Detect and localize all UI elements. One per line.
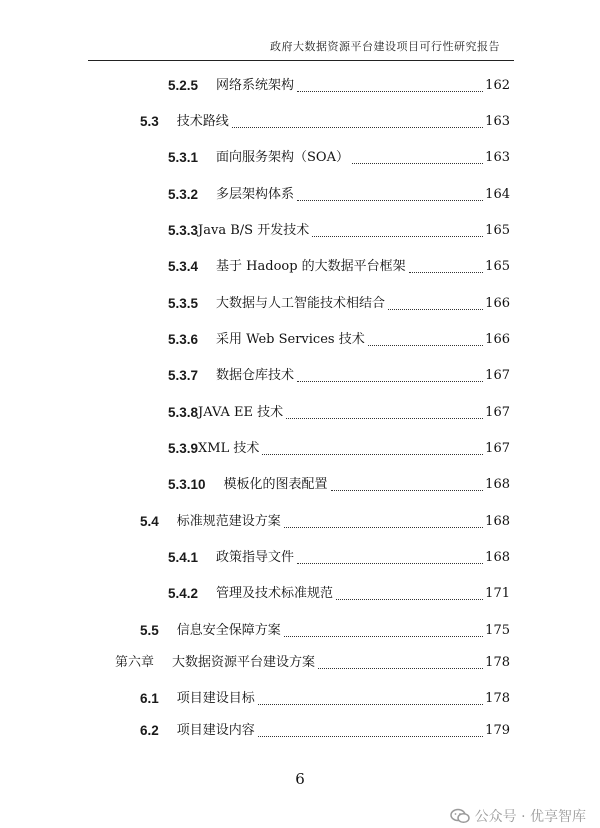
toc-entry-number: 6.2 <box>140 723 159 738</box>
toc-entry-page: 166 <box>485 296 510 311</box>
toc-entry <box>168 403 510 423</box>
toc-entry <box>140 689 510 709</box>
toc-leader-dots <box>262 453 483 455</box>
toc-entry <box>140 721 510 741</box>
toc-entry-title: 面向服务架构（SOA） <box>216 150 349 165</box>
toc-entry <box>168 294 510 314</box>
toc-entry-number: 5.3.4 <box>168 259 199 274</box>
toc-entry-title: 多层架构体系 <box>216 187 295 202</box>
toc-leader-dots <box>232 126 483 128</box>
toc-entry-number: 5.3.2 <box>168 187 199 202</box>
toc-entry-number: 5.3.8 <box>168 405 199 420</box>
toc-entry-page: 167 <box>485 368 510 383</box>
toc-entry-number: 5.2.5 <box>168 78 199 93</box>
toc-entry-page: 163 <box>485 114 510 129</box>
toc-entry <box>168 330 510 350</box>
toc-entry-page: 175 <box>485 623 510 638</box>
toc-entry <box>168 439 510 459</box>
toc-entry <box>140 112 510 132</box>
toc-entry <box>115 653 510 673</box>
toc-entry-page: 164 <box>485 187 510 202</box>
toc-entry-title: Java B/S 开发技术 <box>198 223 310 238</box>
toc-entry-title: 数据仓库技术 <box>216 368 295 383</box>
toc-entry-title: 采用 Web Services 技术 <box>216 332 365 347</box>
toc-leader-dots <box>318 667 483 669</box>
toc-entry-number: 5.3.3 <box>168 223 199 238</box>
page-number: 6 <box>295 770 305 788</box>
toc-entry-page: 162 <box>485 78 510 93</box>
toc-entry <box>140 621 510 641</box>
toc-entry <box>168 221 510 241</box>
toc-leader-dots <box>297 562 483 564</box>
toc-leader-dots <box>284 635 483 637</box>
toc-entry <box>140 512 510 532</box>
toc-entry-number: 5.3.9 <box>168 441 199 456</box>
wechat-icon <box>450 808 470 824</box>
toc-entry-number: 5.5 <box>140 623 159 638</box>
toc-leader-dots <box>409 271 483 273</box>
toc-entry-number: 5.3.6 <box>168 332 199 347</box>
toc-leader-dots <box>312 235 483 237</box>
watermark <box>450 806 586 826</box>
toc-entry-title: 模板化的图表配置 <box>223 477 328 492</box>
toc-entry-page: 168 <box>485 514 510 529</box>
toc-entry-number: 5.3.5 <box>168 296 199 311</box>
toc-entry-title: 信息安全保障方案 <box>176 623 281 638</box>
toc-leader-dots <box>286 417 483 419</box>
toc-leader-dots <box>336 598 483 600</box>
toc-entry-title: 项目建设目标 <box>176 691 255 706</box>
toc-entry-page: 165 <box>485 223 510 238</box>
toc-entry <box>168 366 510 386</box>
toc-entry-title: XML 技术 <box>198 441 260 456</box>
toc-entry-title: 管理及技术标准规范 <box>216 586 334 601</box>
toc-leader-dots <box>388 308 483 310</box>
toc-entry <box>168 76 510 96</box>
toc-leader-dots <box>368 344 483 346</box>
toc-leader-dots <box>297 199 483 201</box>
toc-leader-dots <box>297 380 483 382</box>
toc-entry-page: 165 <box>485 259 510 274</box>
toc-entry-page: 178 <box>485 655 510 670</box>
header-rule <box>88 60 514 61</box>
toc-leader-dots <box>258 703 483 705</box>
toc-entry-number: 5.4 <box>140 514 159 529</box>
toc-entry-page: 167 <box>485 405 510 420</box>
toc-entry-title: 技术路线 <box>176 114 229 129</box>
toc-entry-title: 网络系统架构 <box>216 78 295 93</box>
toc-entry-page: 168 <box>485 477 510 492</box>
toc-leader-dots <box>258 735 483 737</box>
toc-entry-title: 基于 Hadoop 的大数据平台框架 <box>216 259 406 274</box>
toc-entry-title: JAVA EE 技术 <box>198 405 284 420</box>
toc-entry-page: 171 <box>485 586 510 601</box>
toc-entry-number: 5.3.1 <box>168 150 199 165</box>
toc-entry-title: 项目建设内容 <box>176 723 255 738</box>
toc-leader-dots <box>284 526 483 528</box>
toc-leader-dots <box>297 90 483 92</box>
toc-entry-number: 第六章 <box>115 655 155 670</box>
toc-leader-dots <box>352 162 483 164</box>
toc-entry-number: 6.1 <box>140 691 159 706</box>
toc-entry-page: 167 <box>485 441 510 456</box>
toc-entry-page: 166 <box>485 332 510 347</box>
toc-entry-page: 163 <box>485 150 510 165</box>
toc-entry-title: 政策指导文件 <box>216 550 295 565</box>
toc-entry-number: 5.4.2 <box>168 586 199 601</box>
toc-entry-number: 5.3 <box>140 114 159 129</box>
toc-entry-page: 179 <box>485 723 510 738</box>
toc-entry <box>168 475 510 495</box>
toc-entry-title: 大数据资源平台建设方案 <box>172 655 316 670</box>
toc-entry <box>168 548 510 568</box>
toc-entry-number: 5.3.10 <box>168 477 206 492</box>
watermark-text: 公众号 · 优享智库 <box>474 809 586 825</box>
toc-entry-title: 大数据与人工智能技术相结合 <box>216 296 386 311</box>
toc-entry <box>168 148 510 168</box>
running-header: 政府大数据资源平台建设项目可行性研究报告 <box>270 40 500 53</box>
toc-entry <box>168 584 510 604</box>
toc-entry-page: 168 <box>485 550 510 565</box>
toc-entry <box>168 257 510 277</box>
toc-entry-number: 5.3.7 <box>168 368 199 383</box>
toc-entry-page: 178 <box>485 691 510 706</box>
toc-entry-title: 标准规范建设方案 <box>176 514 281 529</box>
toc-entry-number: 5.4.1 <box>168 550 199 565</box>
toc-entry <box>168 185 510 205</box>
toc-leader-dots <box>331 489 484 491</box>
